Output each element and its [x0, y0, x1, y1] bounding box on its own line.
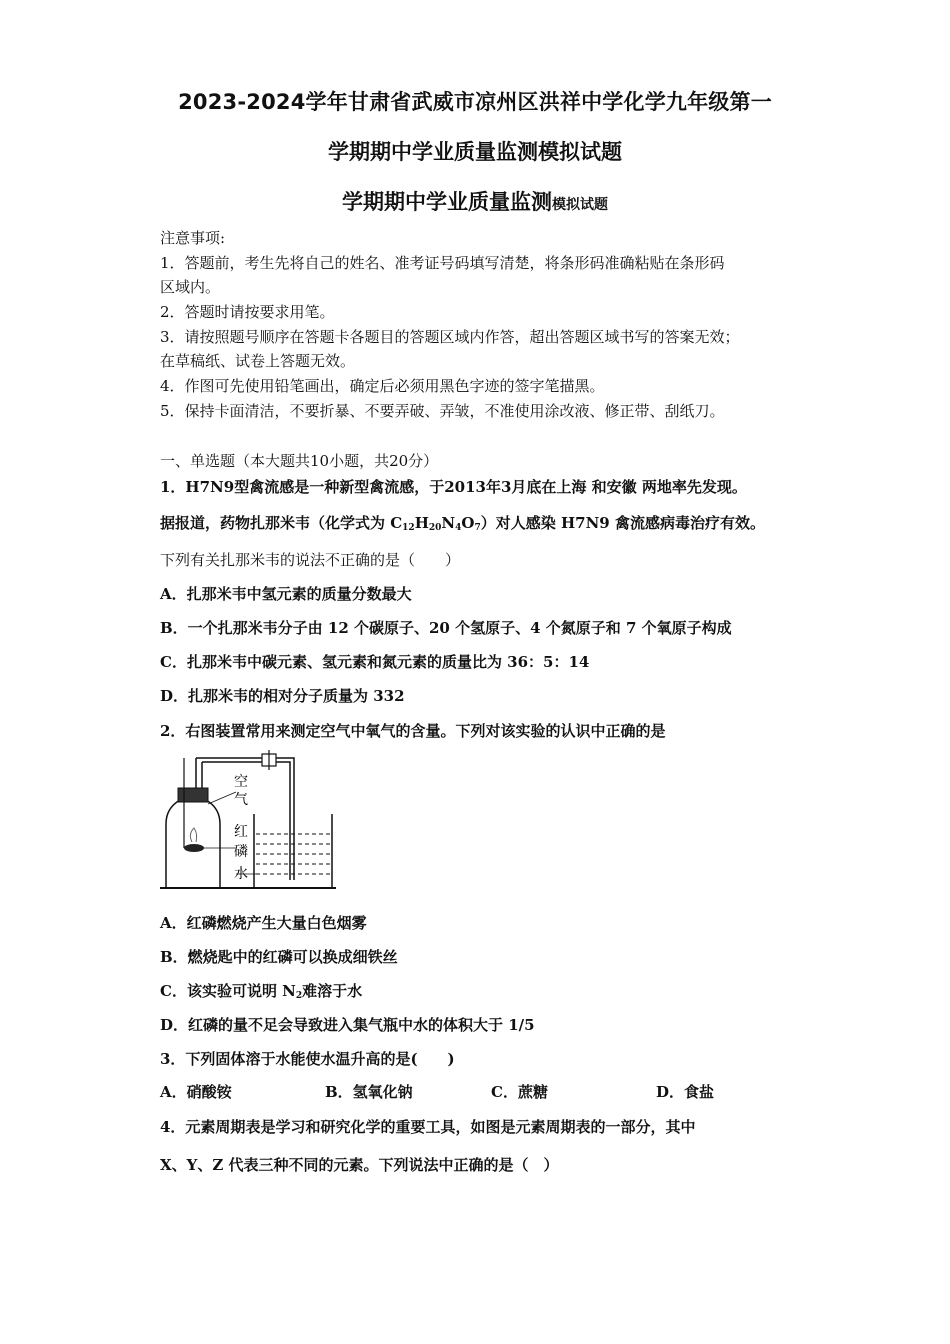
q1-line-2 [160, 513, 765, 538]
q3-stem: 3．下列固体溶于水能使水温升高的是( ) [160, 1050, 455, 1068]
q2-option-a: A．红磷燃烧产生大量白色烟雾 [160, 914, 367, 932]
q4-line-1: 4．元素周期表是学习和研究化学的重要工具，如图是元素周期表的一部分，其中 [160, 1118, 696, 1136]
apparatus-figure [158, 748, 340, 892]
notice-heading: 注意事项: [160, 229, 226, 247]
q3-option-d: D．食盐 [656, 1083, 715, 1101]
label-hong: 红 [234, 824, 248, 840]
q2-option-c-sub: 2 [295, 991, 303, 1001]
q1-line-3: 下列有关扎那米韦的说法不正确的是（ ） [160, 551, 461, 569]
notice-item-4: 4．作图可先使用铅笔画出，确定后必须用黑色字迹的签字笔描黑。 [160, 377, 605, 395]
title-line-3-main: 学期期中学业质量监测 [342, 190, 552, 214]
section-heading: 一、单选题（本大题共10小题，共20分） [160, 452, 439, 470]
q1-sub-o: 7 [474, 523, 481, 533]
q1-h: H [414, 514, 429, 532]
q3-option-c: C．蔗糖 [491, 1083, 548, 1101]
notice-item-1a: 1．答题前，考生先将自己的姓名、准考证号码填写清楚，将条形码准确粘贴在条形码 [160, 254, 725, 272]
q1-option-b: B．一个扎那米韦分子由 12 个碳原子、20 个氢原子、4 个氮原子和 7 个氧原子构成 [160, 619, 732, 637]
title-line-3-small: 模拟试题 [552, 197, 608, 213]
q1-sub-n: 4 [455, 523, 462, 533]
q1-line-2-prefix: 据报道，药物扎那米韦（化学式为 C [160, 514, 403, 532]
notice-item-1b: 区域内。 [160, 278, 221, 296]
q2-stem: 2．右图装置常用来测定空气中氧气的含量。下列对该实验的认识中正确的是 [160, 722, 666, 740]
notice-item-3b: 在草稿纸、试卷上答题无效。 [160, 352, 356, 370]
title-line-1: 2023-2024学年甘肃省武威市凉州区洪祥中学化学九年级第一 [178, 90, 772, 114]
q1-n: N [441, 514, 456, 532]
q2-option-c-prefix: C．该实验可说明 N [160, 982, 296, 1000]
label-shui: 水 [234, 866, 248, 882]
q2-option-d: D．红磷的量不足会导致进入集气瓶中水的体积大于 1/5 [160, 1016, 535, 1034]
q3-option-a: A．硝酸铵 [160, 1083, 232, 1101]
q3-option-b: B．氢氧化钠 [325, 1083, 413, 1101]
q4-line-2: X、Y、Z 代表三种不同的元素。下列说法中正确的是（ ） [160, 1156, 559, 1174]
q1-sub-h: 20 [428, 523, 442, 533]
label-kong: 空 [234, 774, 248, 790]
notice-item-2: 2．答题时请按要求用笔。 [160, 303, 335, 321]
q1-line-1: 1．H7N9型禽流感是一种新型禽流感，于2013年3月底在上海 和安徽 两地率先发现。 [160, 478, 747, 496]
title-line-2: 学期期中学业质量监测模拟试题 [328, 140, 622, 164]
q2-option-b: B．燃烧匙中的红磷可以换成细铁丝 [160, 948, 398, 966]
label-lin: 磷 [234, 844, 248, 860]
q1-line-2-suffix: ）对人感染 H7N9 禽流感病毒治疗有效。 [480, 514, 765, 532]
q1-option-d: D．扎那米韦的相对分子质量为 332 [160, 687, 405, 705]
notice-item-3a: 3．请按照题号顺序在答题卡各题目的答题区域内作答，超出答题区域书写的答案无效； [160, 328, 740, 346]
q1-option-a: A．扎那米韦中氢元素的质量分数最大 [160, 585, 412, 603]
label-qi: 气 [234, 792, 248, 808]
notice-item-5: 5．保持卡面清洁，不要折暴、不要弄破、弄皱，不准使用涂改液、修正带、刮纸刀。 [160, 402, 725, 420]
q2-option-c [160, 981, 362, 1006]
q1-o: O [461, 514, 475, 532]
q1-option-c: C．扎那米韦中碳元素、氢元素和氮元素的质量比为 36：5：14 [160, 653, 590, 671]
q2-option-c-suffix: 难溶于水 [302, 982, 363, 1000]
q1-sub-c: 12 [402, 523, 415, 533]
title-line-3 [0, 186, 950, 216]
